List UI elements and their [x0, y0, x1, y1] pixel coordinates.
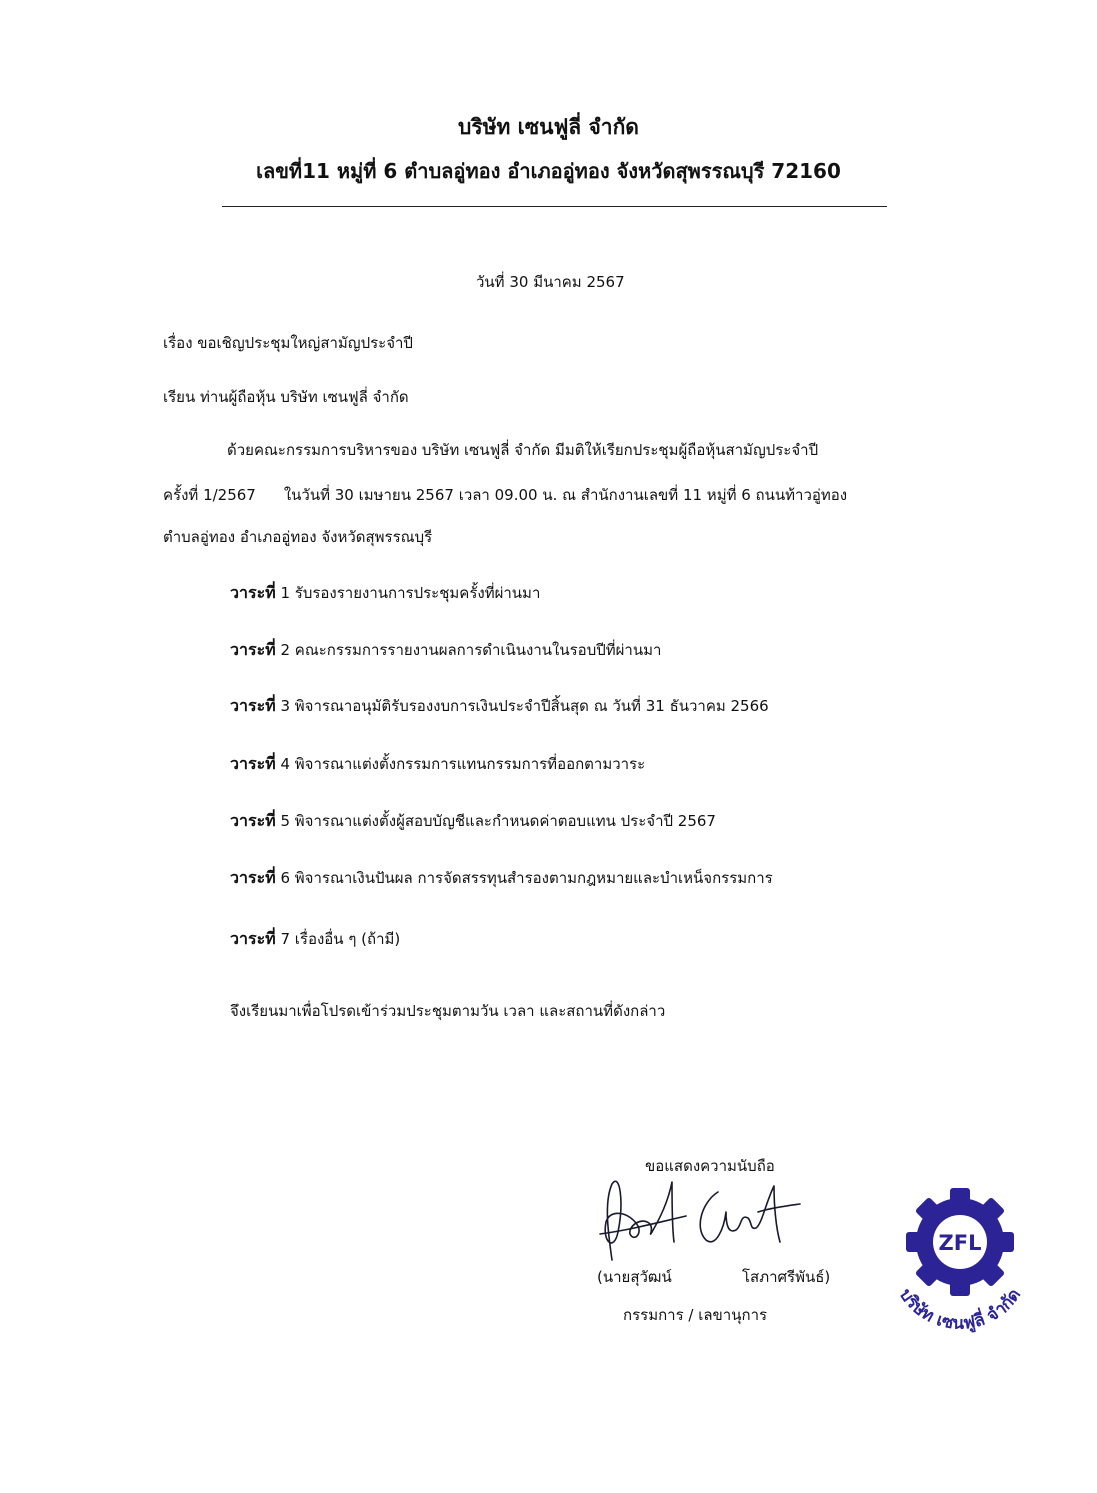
closing-sentence: จึงเรียนมาเพื่อโปรดเข้าร่วมประชุมตามวัน เวลา และสถานที่ดังกล่าว: [230, 1002, 666, 1020]
agenda-item-3: [230, 694, 769, 719]
regards-text: ขอแสดงความนับถือ: [645, 1157, 775, 1175]
agenda-label: วาระที่: [230, 640, 276, 659]
agenda-text: 6 พิจารณาเงินปันผล การจัดสรรทุนสำรองตามกฎหมายและบำเหน็จกรรมการ: [275, 869, 773, 887]
agenda-label: วาระที่: [230, 754, 276, 773]
agenda-text: 7 เรื่องอื่น ๆ (ถ้ามี): [275, 930, 401, 948]
meeting-datetime: ในวันที่ 30 เมษายน 2567 เวลา 09.00 น. ณ สำนักงานเลขที่ 11 หมู่ที่ 6 ถนนท้าวอู่ทอง: [283, 486, 848, 504]
agenda-text: 2 คณะกรรมการรายงานผลการดำเนินงานในรอบปีที่ผ่านมา: [275, 641, 662, 659]
agenda-label: วาระที่: [230, 696, 276, 715]
agenda-label: วาระที่: [230, 583, 276, 602]
agenda-text: 5 พิจารณาแต่งตั้งผู้สอบบัญชีและกำหนดค่าตอบแทน ประจำปี 2567: [275, 812, 716, 830]
signer-first-name: (นายสุวัฒน์: [597, 1268, 672, 1286]
meeting-number: ครั้งที่ 1/2567: [163, 486, 256, 504]
letter-date: วันที่ 30 มีนาคม 2567: [476, 273, 625, 291]
seal-emblem-text: ZFL: [938, 1231, 982, 1255]
seal-ring-text: บริษัท เซนฟูลี่ จำกัด: [895, 1285, 1025, 1334]
agenda-item-6: [230, 866, 773, 891]
agenda-item-4: [230, 752, 645, 777]
agenda-item-1: [230, 581, 540, 606]
body-line-1: ด้วยคณะกรรมการบริหารของ บริษัท เซนฟูลี่ จำกัด มีมติให้เรียกประชุมผู้ถือหุ้นสามัญประจำปี: [227, 441, 819, 459]
agenda-label: วาระที่: [230, 929, 276, 948]
agenda-item-2: [230, 638, 661, 663]
header-divider: [222, 206, 887, 207]
letter-salutation: เรียน ท่านผู้ถือหุ้น บริษัท เซนฟูลี่ จำกัด: [163, 388, 409, 406]
agenda-item-7: [230, 927, 400, 952]
agenda-item-5: [230, 809, 716, 834]
signer-position: กรรมการ / เลขานุการ: [623, 1306, 768, 1324]
handwritten-signature: [590, 1172, 810, 1267]
agenda-label: วาระที่: [230, 811, 276, 830]
company-seal: [860, 1160, 1060, 1360]
signer-last-name: โสภาศรีพันธ์): [742, 1268, 831, 1286]
body-line-3: ตำบลอู่ทอง อำเภออู่ทอง จังหวัดสุพรรณบุรี: [163, 528, 433, 546]
agenda-label: วาระที่: [230, 868, 276, 887]
company-name: บริษัท เซนฟูลี่ จำกัด: [458, 115, 639, 139]
company-address: เลขที่11 หมู่ที่ 6 ตำบลอู่ทอง อำเภออู่ทอง จังหวัดสุพรรณบุรี 72160: [256, 159, 841, 183]
body-line-2: [163, 483, 847, 507]
letter-subject: เรื่อง ขอเชิญประชุมใหญ่สามัญประจำปี: [163, 334, 413, 352]
agenda-text: 4 พิจารณาแต่งตั้งกรรมการแทนกรรมการที่ออกตามวาระ: [275, 755, 646, 773]
agenda-text: 3 พิจารณาอนุมัติรับรองงบการเงินประจำปีสิ้นสุด ณ วันที่ 31 ธันวาคม 2566: [275, 697, 769, 715]
agenda-text: 1 รับรองรายงานการประชุมครั้งที่ผ่านมา: [275, 584, 541, 602]
